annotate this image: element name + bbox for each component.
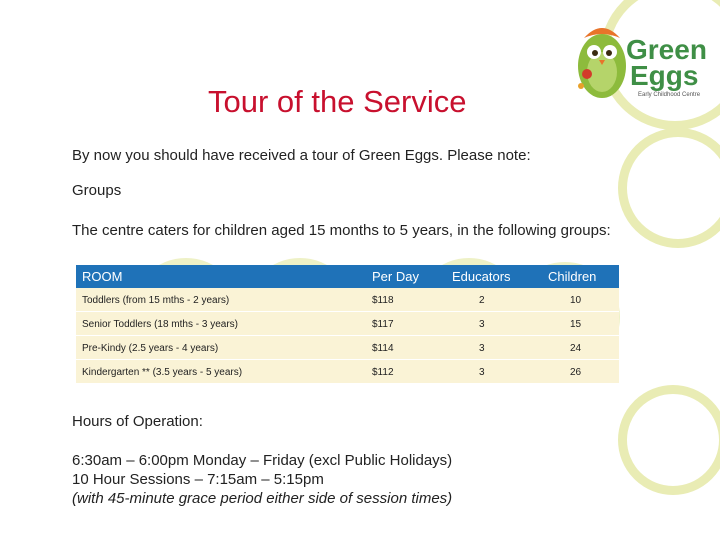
cell-room: Toddlers (from 15 mths - 2 years) <box>82 295 230 306</box>
cell-room: Senior Toddlers (18 mths - 3 years) <box>82 319 238 330</box>
header-per-day: Per Day <box>372 269 419 284</box>
cell-educators: 2 <box>479 295 485 306</box>
cell-per-day: $118 <box>372 295 394 306</box>
cell-room: Pre-Kindy (2.5 years - 4 years) <box>82 343 219 354</box>
decorative-ring-right <box>618 128 720 248</box>
hours-heading: Hours of Operation: <box>72 413 203 430</box>
table-row <box>76 312 619 336</box>
green-eggs-logo <box>572 14 712 106</box>
owl-egg-icon <box>572 14 632 104</box>
cell-children: 10 <box>570 295 582 306</box>
cell-room: Kindergarten ** (3.5 years - 5 years) <box>82 367 243 378</box>
header-educators: Educators <box>452 269 511 284</box>
groups-heading: Groups <box>72 182 122 199</box>
hours-line-1: 6:30am – 6:00pm Monday – Friday (excl Public Holidays) <box>72 452 453 469</box>
table-row <box>76 360 619 384</box>
groups-table <box>76 265 619 384</box>
page-title: Tour of the Service <box>208 84 467 119</box>
logo-word-green: Green <box>626 34 707 65</box>
cell-children: 26 <box>570 367 582 378</box>
table-header-row <box>76 265 619 288</box>
hours-line-3: (with 45-minute grace period either side of session times) <box>72 490 453 507</box>
cell-educators: 3 <box>479 319 485 330</box>
cell-children: 24 <box>570 343 582 354</box>
hours-line-2: 10 Hour Sessions – 7:15am – 5:15pm <box>72 471 324 488</box>
cell-children: 15 <box>570 319 582 330</box>
logo-subtitle: Early Childhood Centre <box>638 92 701 98</box>
intro-text: By now you should have received a tour of Green Eggs. Please note: <box>72 147 531 164</box>
cell-educators: 3 <box>479 367 485 378</box>
cell-educators: 3 <box>479 343 485 354</box>
table-row <box>76 336 619 360</box>
logo-word-eggs: Eggs <box>630 60 699 91</box>
groups-text: The centre caters for children aged 15 months to 5 years, in the following groups: <box>72 222 611 239</box>
table-row <box>76 288 619 312</box>
cell-per-day: $114 <box>372 343 394 354</box>
cell-per-day: $112 <box>372 367 394 378</box>
decorative-ring-bottom-right <box>618 385 720 495</box>
header-children: Children <box>548 269 597 284</box>
header-room: ROOM <box>82 269 123 284</box>
cell-per-day: $117 <box>372 319 394 330</box>
